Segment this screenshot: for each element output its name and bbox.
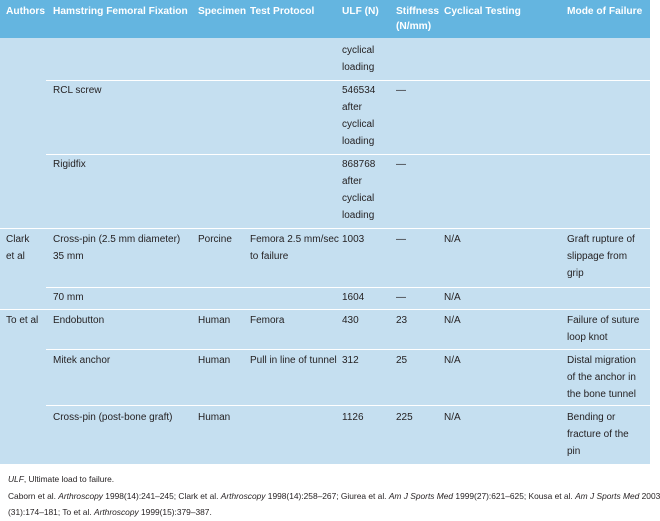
- cell-cyclical: N/A: [444, 234, 461, 245]
- cell-fixation: Mitek anchor: [53, 355, 111, 366]
- cell-failure: Graft rupture of: [567, 234, 635, 245]
- table-body: [0, 38, 650, 464]
- cell-stiffness: 23: [396, 315, 408, 326]
- cell-author: Clark: [6, 234, 30, 245]
- cell-failure: of the anchor in: [567, 372, 636, 383]
- header-protocol: Test Protocol: [250, 6, 315, 17]
- header-authors: Authors: [6, 6, 46, 17]
- cell-ulf: cyclical: [342, 119, 375, 130]
- cell-failure: slippage from: [567, 251, 628, 262]
- cell-fixation: RCL screw: [53, 85, 102, 96]
- cell-failure: grip: [567, 268, 584, 279]
- ref-text: 1998(14):241–245; Clark et al.: [102, 491, 221, 501]
- header-failure: Mode of Failure: [567, 6, 643, 17]
- table-footnotes: [0, 464, 660, 521]
- cell-stiffness: —: [396, 234, 406, 245]
- cell-failure: Bending or: [567, 412, 616, 423]
- header-cyclical: Cyclical Testing: [444, 6, 521, 17]
- header-ulf: ULF (N): [342, 6, 379, 17]
- cell-cyclical: N/A: [444, 292, 461, 303]
- header-stiffness: Stiffness: [396, 6, 440, 17]
- cell-failure: Failure of suture: [567, 315, 640, 326]
- ref-text: 1998(14):258–267; Giurea et al.: [265, 491, 389, 501]
- ref-journal: Am J Sports Med: [388, 491, 454, 501]
- cell-author: To et al: [6, 315, 39, 326]
- cell-ulf: loading: [342, 210, 375, 221]
- cell-stiffness: 225: [396, 412, 413, 423]
- cell-cyclical: N/A: [444, 412, 461, 423]
- cell-ulf: after: [342, 176, 363, 187]
- row-divider: [46, 80, 650, 81]
- ref-text: 2003: [639, 491, 660, 501]
- cell-stiffness: —: [396, 292, 406, 303]
- cell-failure: loop knot: [567, 332, 608, 343]
- cell-author: et al: [6, 251, 25, 262]
- footnote-abbreviation: [8, 473, 114, 485]
- cell-stiffness: —: [396, 159, 406, 170]
- header-fixation: Hamstring Femoral Fixation: [53, 6, 188, 17]
- cell-ulf: 1126: [342, 412, 364, 423]
- header-stiffness-unit: (N/mm): [396, 21, 432, 32]
- cell-fixation: 35 mm: [53, 251, 84, 262]
- cell-ulf: 1604: [342, 292, 365, 303]
- cell-stiffness: —: [396, 85, 406, 96]
- cell-failure: Distal migration: [567, 355, 636, 366]
- cell-ulf: 868768: [342, 159, 376, 170]
- cell-ulf: 1003: [342, 234, 365, 245]
- cell-failure: pin: [567, 446, 581, 457]
- cell-ulf: 430: [342, 315, 359, 326]
- cell-protocol: to failure: [250, 251, 289, 262]
- footnote-references: [8, 490, 660, 502]
- row-divider: [46, 287, 650, 288]
- ref-text: Caborn et al.: [8, 491, 59, 501]
- header-specimen: Specimen: [198, 6, 247, 17]
- cell-ulf: 546534: [342, 85, 376, 96]
- footnote-abbr: ULF: [8, 474, 24, 484]
- row-divider: [46, 349, 650, 350]
- cell-ulf: 312: [342, 355, 359, 366]
- cell-specimen: Human: [198, 315, 231, 326]
- cell-protocol: Pull in line of tunnel: [250, 355, 337, 366]
- cell-fixation: Cross-pin (post-bone graft): [53, 412, 173, 423]
- ref-text: 1999(27):621–625; Kousa et al.: [453, 491, 576, 501]
- ref-journal: Arthroscopy: [58, 491, 103, 501]
- cell-failure: the bone tunnel: [567, 389, 636, 400]
- cell-specimen: Porcine: [198, 234, 232, 245]
- footnote-references-cont: [8, 506, 212, 518]
- cell-ulf: cyclical: [342, 45, 375, 56]
- cell-stiffness: 25: [396, 355, 408, 366]
- row-divider: [46, 405, 650, 406]
- cell-protocol: Femora 2.5 mm/sec: [250, 234, 339, 245]
- cell-specimen: Human: [198, 412, 231, 423]
- ref-text: (31):174–181; To et al.: [8, 507, 94, 517]
- cell-fixation: Endobutton: [53, 315, 105, 326]
- ref-journal: Arthroscopy: [220, 491, 266, 501]
- cell-ulf: after: [342, 102, 363, 113]
- footnote-abbr-def: , Ultimate load to failure.: [23, 474, 115, 484]
- cell-fixation: 70 mm: [53, 292, 84, 303]
- cell-cyclical: N/A: [444, 315, 461, 326]
- cell-failure: fracture of the: [567, 429, 629, 440]
- cell-specimen: Human: [198, 355, 231, 366]
- ref-journal: Arthroscopy: [93, 507, 139, 517]
- table-header: [0, 0, 650, 38]
- cell-protocol: Femora: [250, 315, 285, 326]
- cell-ulf: loading: [342, 136, 375, 147]
- cell-cyclical: N/A: [444, 355, 461, 366]
- cell-fixation: Cross-pin (2.5 mm diameter): [53, 234, 181, 245]
- cell-ulf: cyclical: [342, 193, 375, 204]
- cell-ulf: loading: [342, 62, 375, 73]
- row-divider: [0, 228, 650, 229]
- row-divider: [0, 309, 650, 310]
- ref-text: 1999(15):379–387.: [138, 507, 212, 517]
- cell-fixation: Rigidfix: [53, 159, 86, 170]
- row-divider: [46, 154, 650, 155]
- ref-journal: Am J Sports Med: [575, 491, 640, 501]
